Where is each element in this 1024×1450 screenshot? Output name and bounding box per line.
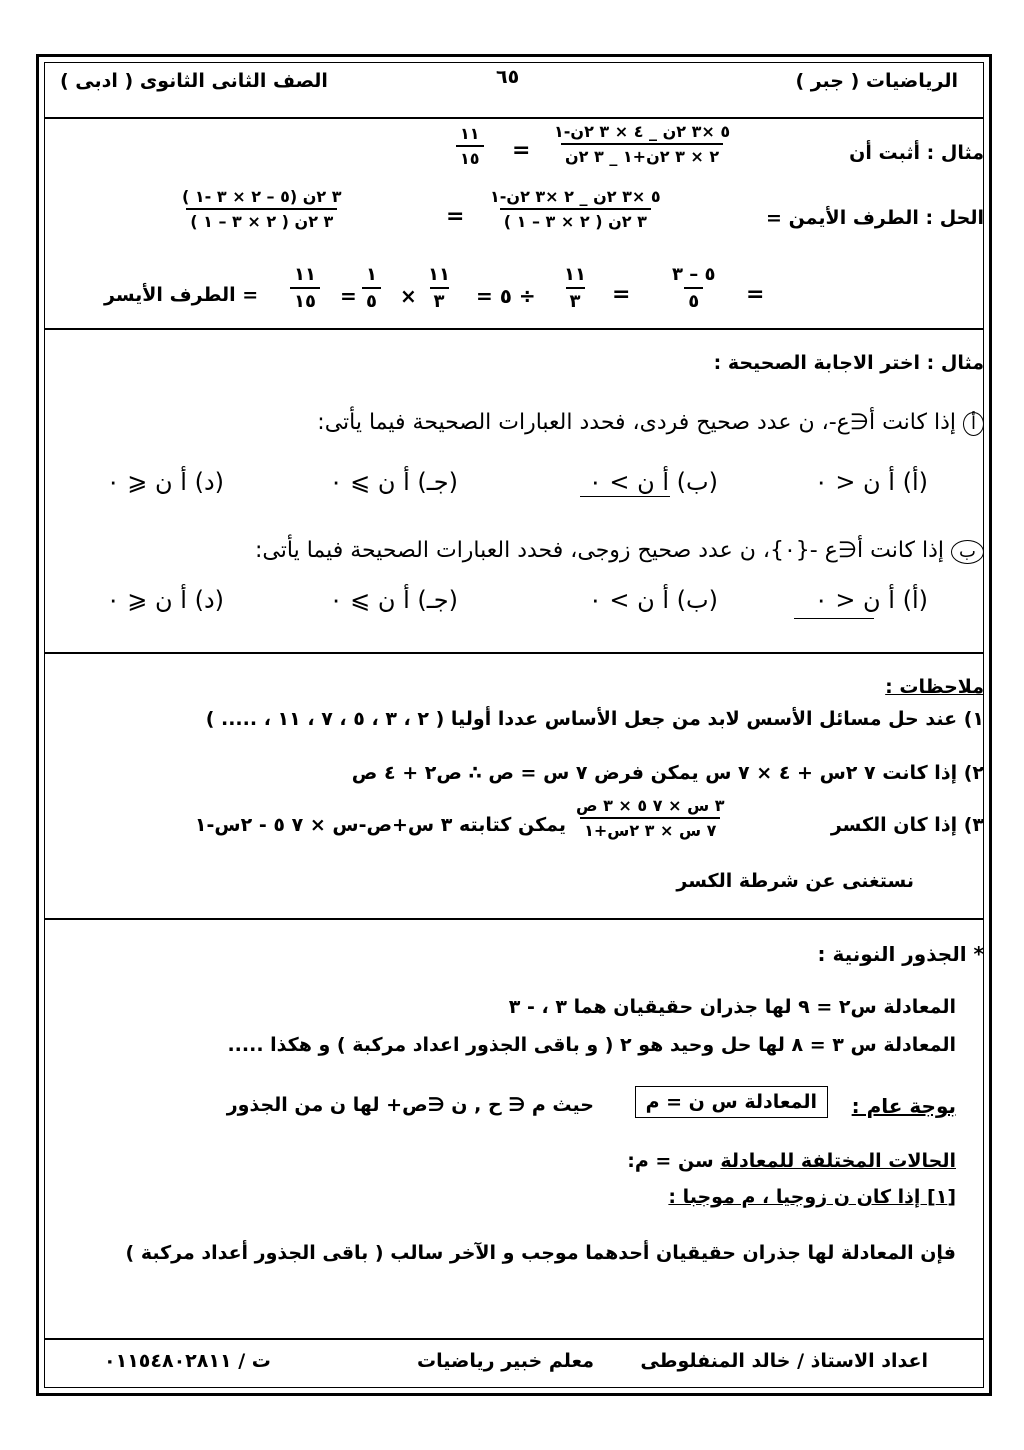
q1-answer-underline [580,496,670,497]
solution-step5-num: ١١ [428,264,450,285]
solution-times: × [400,284,417,308]
question1 [317,410,984,436]
solution-step6-fraction [362,264,381,312]
question2-text: إذا كانت أ∈ع -{٠}، ن عدد صحيح زوجى، فحدد العبارات الصحيحة فيما يأتى: [255,538,945,563]
solution-step2-num: ٣ ٢ن (٥ – ٢ × ٣ -١ ) [182,187,342,206]
divider [44,918,984,920]
note-3-prefix: ٣) إذا كان الكسر [830,814,984,836]
question1-marker: أ [963,412,984,436]
solution-eq-2: = [746,282,765,307]
question1-text: إذا كانت أ∈ع-، ن عدد صحيح فردى، فحدد العبارات الصحيحة فيما يأتى: [317,410,956,435]
solution-step5-den: ٣ [430,287,449,312]
general-label: بوجة عام : [851,1094,956,1118]
solution-label: الحل : الطرف الأيمن = [766,207,984,229]
note-3-line2: نستغنى عن شرطة الكسر [676,870,914,892]
note-1: ١) عند حل مسائل الأسس لابد من جعل الأساس عددا أوليا ( ٢ ، ٣ ، ٥ ، ٧ ، ١١ ، ..... ) [205,708,984,730]
solution-step4-den: ٣ [566,287,585,312]
solution-step3-den: ٥ [684,287,703,312]
solution-step1-num: ٥ ×٣ ٢ن _ ٢ ×٣ ٢ن-١ [490,187,661,206]
general-rest: حيث م ∈ ح , ن ∈ص+ لها ن من الجذور [226,1094,594,1116]
q2-option-b: (ب) أ ن > ٠ [588,586,718,614]
solution-step7-den: ١٥ [290,287,320,312]
header-grade: الصف الثانى الثانوى ( ادبى ) [60,70,328,92]
q1-option-c: (جـ) أ ن ⩾ ٠ [329,468,458,496]
note-3-suffix: يمكن كتابته ٣ س+ص-س × ٧ ٥ - ٢س-١ [194,814,566,836]
solution-eq-3: = [612,282,631,307]
roots-line-1: المعادلة س٢ = ٩ لها جذران حقيقيان هما ٣ ، - ٣ [508,996,956,1018]
note-3-den: ٧ س × ٣ ٢س+١ [580,817,720,840]
roots-line-2: المعادلة س ٣ = ٨ لها حل وحيد هو ٢ ( و باقى الجذور اعداد مركبة ) و هكذا ..... [227,1034,956,1056]
example2-label: مثال : اختر الاجابة الصحيحة : [713,352,984,374]
solution-step5-fraction [424,264,454,312]
note-3-fraction [572,796,728,840]
q2-answer-underline [794,618,874,619]
note-3-num: ٣ س × ٧ ٥ × ٣ ص [576,796,725,815]
solution-result: = الطرف الأيسر [104,284,259,306]
note-2: ٢) إذا كانت ٧ ٢س + ٤ × ٧ س يمكن فرض ٧ س = ص ∴ ص٢ + ٤ ص [351,762,984,784]
general-equation-box: المعادلة س ن = م [635,1086,828,1118]
solution-step7-fraction [290,264,320,312]
question2 [255,538,984,564]
example1-rhs-fraction [456,124,484,168]
example1-label: مثال : أثبت أن [849,142,984,164]
q1-option-a: (أ) أ ن < ٠ [814,468,928,496]
solution-step6-den: ٥ [362,287,381,312]
divider [44,328,984,330]
header-subject: الرياضيات ( جبر ) [795,70,958,92]
divider [44,1338,984,1340]
solution-step4-fraction [560,264,590,312]
example1-lhs-num: ٥ ×٣ ٢ن _ ٤ × ٣ ٢ن-١ [554,122,731,141]
roots-title [818,942,985,966]
q2-option-d: (د) أ ن ⩽ ٠ [106,586,224,614]
example1-lhs-fraction [550,122,734,166]
case-1-text: فإن المعادلة لها جذران حقيقيان أحدهما موجب و الآخر سالب ( باقى الجذور أعداد مركبة ) [125,1242,956,1264]
cases-title: الحالات المختلفة للمعادلة [720,1150,956,1172]
question2-marker: ب [951,540,984,564]
q2-option-a: (أ) أ ن < ٠ [814,586,928,614]
solution-div: ÷ ٥ = [476,284,536,308]
header-page-number: ٦٥ [496,66,520,88]
footer-author: اعداد الاستاذ / خالد المنفلوطى [640,1350,928,1372]
solution-eq-1: = [446,204,465,229]
footer-phone: ت / ٠١١٥٤٨٠٢٨١١ [104,1350,271,1372]
solution-step4-num: ١١ [564,264,586,285]
example1-lhs-den: ٢ × ٣ ٢ن+١ _ ٣ ٢ن [561,143,723,166]
solution-eq-4: = [340,284,357,308]
example1-rhs-num: ١١ [460,124,480,143]
solution-step7-num: ١١ [294,264,316,285]
solution-step6-num: ١ [366,264,377,285]
solution-step1-fraction [486,187,665,231]
example1-rhs-den: ١٥ [456,145,484,168]
divider [44,652,984,654]
footer-role: معلم خبير رياضيات [417,1350,594,1372]
q1-option-b: (ب) أ ن > ٠ [588,468,718,496]
solution-step2-fraction [178,187,346,231]
q2-option-c: (جـ) أ ن ⩾ ٠ [329,586,458,614]
case-1-title: [١] إذا كان ن زوجيا ، م موجبا : [668,1186,956,1208]
solution-step3-fraction [668,264,720,312]
divider [44,117,984,119]
q1-option-d: (د) أ ن ⩽ ٠ [106,468,224,496]
solution-step2-den: ٣ ٢ن ( ٢ × ٣ – ١ ) [186,208,337,231]
roots-title-text: * الجذور النونية : [817,942,984,966]
notes-title: ملاحظات : [885,676,984,698]
cases-eq: سن = م: [627,1150,714,1172]
example1-eq: = [512,138,531,163]
solution-step1-den: ٣ ٢ن ( ٢ × ٣ – ١ ) [500,208,651,231]
solution-step3-num: ٥ – ٣ [672,264,716,285]
cases-line [627,1150,956,1172]
